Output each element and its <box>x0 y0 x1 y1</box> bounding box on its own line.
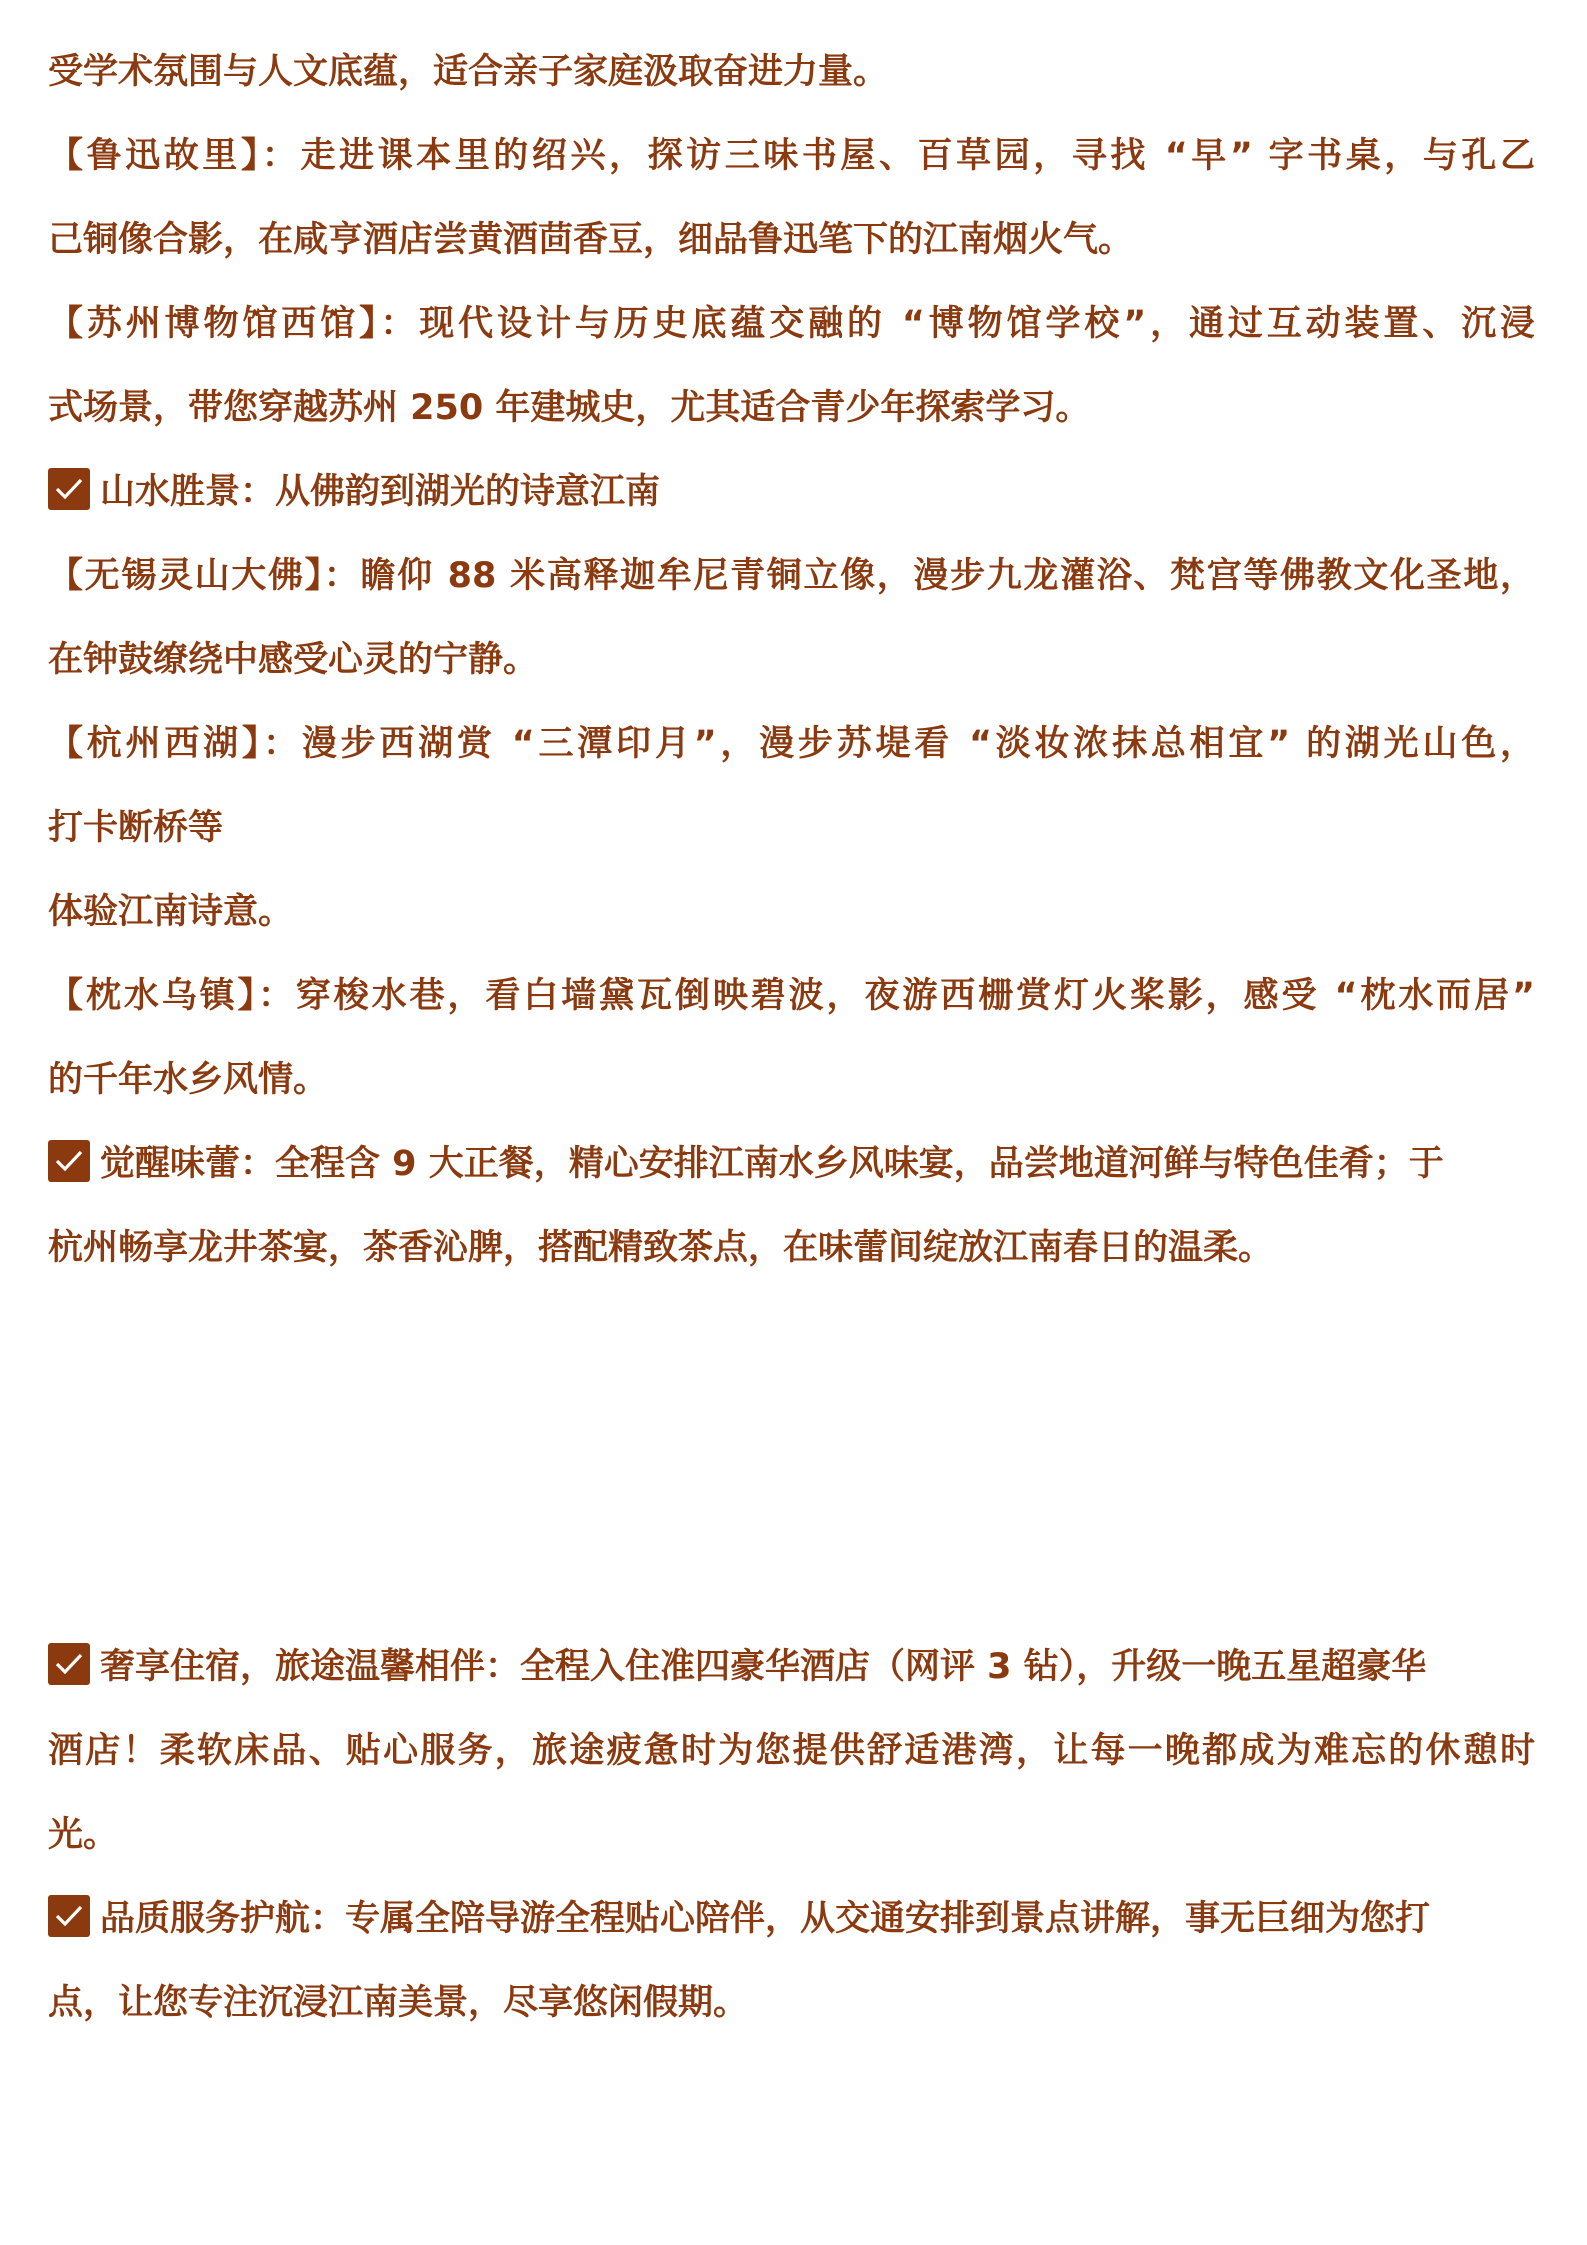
text-line: 点，让您专注沉浸江南美景，尽享悠闲假期。 <box>48 1983 749 2023</box>
section-paragraph-text: 觉醒味蕾：全程含 9 大正餐，精心安排江南水乡风味宴，品尝地道河鲜与特色佳肴；于 <box>100 1144 1444 1184</box>
section-paragraph <box>48 1877 1535 1961</box>
text-line: 的千年水乡风情。 <box>48 1060 329 1100</box>
check-box-icon <box>48 1140 90 1182</box>
section-paragraph <box>48 1625 1535 1709</box>
text-line: 受学术氛围与人文底蕴，适合亲子家庭汲取奋进力量。 <box>48 52 889 92</box>
text-line: 己铜像合影，在咸亨酒店尝黄酒茴香豆，细品鲁迅笔下的江南烟火气。 <box>48 220 1134 260</box>
section-paragraph-text: 奢享住宿，旅途温馨相伴：全程入住准四豪华酒店（网评 3 钻），升级一晚五星超豪华 <box>100 1647 1427 1687</box>
text-line: 【苏州博物馆西馆】：现代设计与历史底蕴交融的 “博物馆学校”，通过互动装置、沉浸 <box>48 304 1535 344</box>
section-paragraph <box>48 1122 1535 1206</box>
text-line: 【鲁迅故里】：走进课本里的绍兴，探访三味书屋、百草园，寻找 “早” 字书桌，与孔乙 <box>48 136 1535 176</box>
section-heading <box>48 450 1535 534</box>
section-heading-label: 山水胜景：从佛韵到湖光的诗意江南 <box>100 472 661 512</box>
text-line: 【杭州西湖】：漫步西湖赏 “三潭印月”，漫步苏堤看 “淡妆浓抹总相宜” 的湖光山色， <box>48 724 1535 764</box>
section-paragraph-text: 品质服务护航：专属全陪导游全程贴心陪伴，从交通安排到景点讲解，事无巨细为您打 <box>100 1899 1431 1939</box>
text-line: 在钟鼓缭绕中感受心灵的宁静。 <box>48 640 539 680</box>
text-line: 式场景，带您穿越苏州 250 年建城史，尤其适合青少年探索学习。 <box>48 388 1091 428</box>
text-line: 体验江南诗意。 <box>48 892 294 932</box>
text-line: 【枕水乌镇】：穿梭水巷，看白墙黛瓦倒映碧波，夜游西栅赏灯火桨影，感受 “枕水而居” <box>48 976 1535 1016</box>
check-box-icon <box>48 1643 90 1685</box>
text-line: 光。 <box>48 1815 119 1855</box>
check-box-icon <box>48 1895 90 1937</box>
text-line: 杭州畅享龙井茶宴，茶香沁脾，搭配精致茶点，在味蕾间绽放江南春日的温柔。 <box>48 1228 1274 1268</box>
text-line: 酒店！柔软床品、贴心服务，旅途疲惫时为您提供舒适港湾，让每一晚都成为难忘的休憩时 <box>48 1731 1535 1771</box>
check-box-icon <box>48 468 90 510</box>
text-line: 【无锡灵山大佛】：瞻仰 88 米高释迦牟尼青铜立像，漫步九龙灌浴、梵宫等佛教文化圣地， <box>48 556 1535 596</box>
text-line: 打卡断桥等 <box>48 808 224 848</box>
